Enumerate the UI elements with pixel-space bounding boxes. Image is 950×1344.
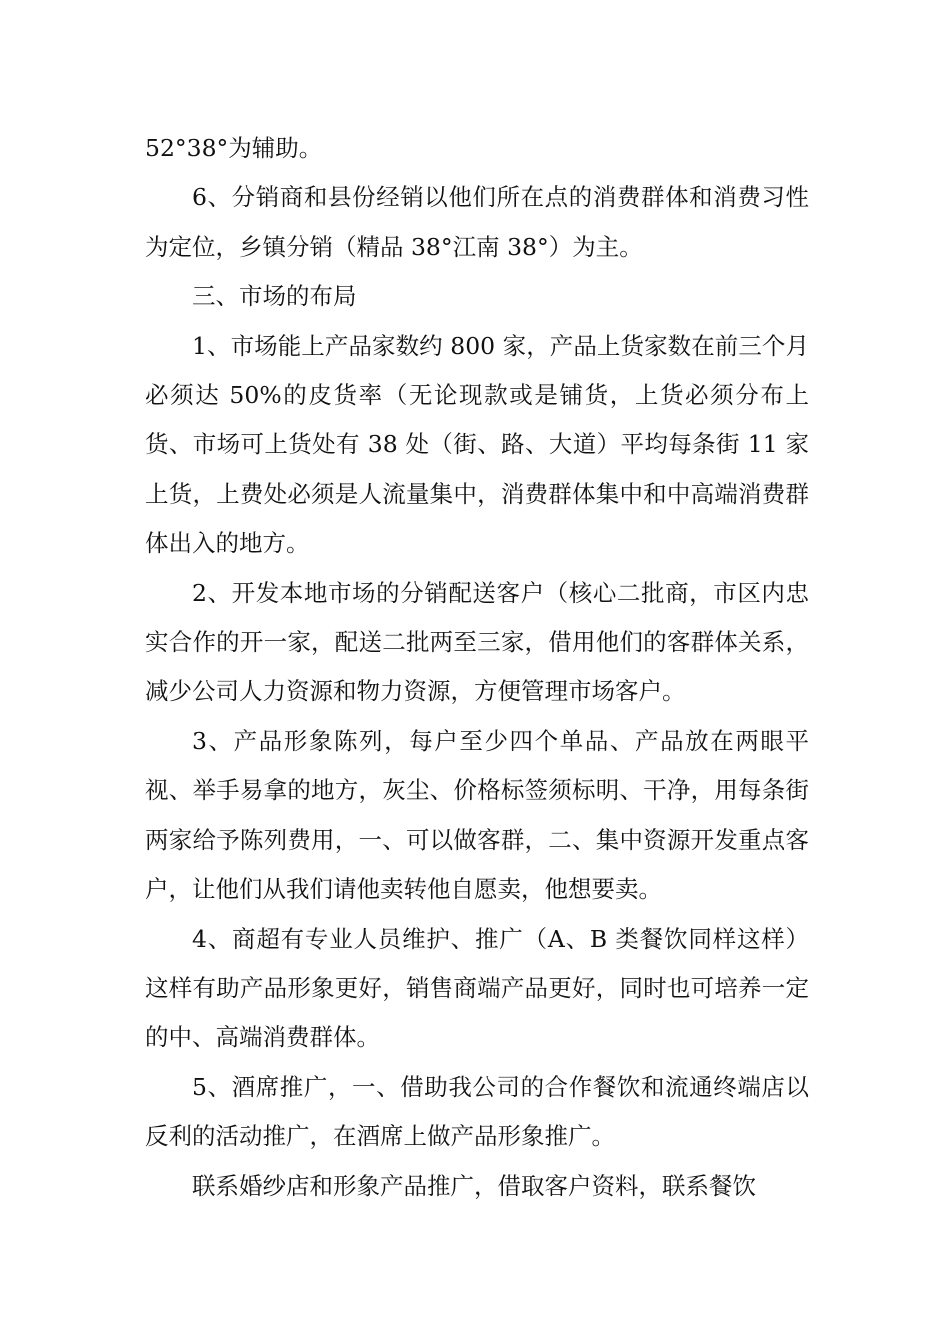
document-body bbox=[145, 124, 809, 1211]
paragraph-item-3: 3、产品形象陈列，每户至少四个单品、产品放在两眼平视、举手易拿的地方，灰尘、价格标签须标明、干净，用每条街两家给予陈列费用，一、可以做客群，二、集中资源开发重点客户，让他们从我们请他卖转他自愿卖，他想要卖。 bbox=[145, 726, 809, 904]
paragraph-item-4: 4、商超有专业人员维护、推广（A、B 类餐饮同样这样）这样有助产品形象更好，销售商端产品更好，同时也可培养一定的中、高端消费群体。 bbox=[145, 924, 809, 1052]
paragraph-item-5: 5、酒席推广，一、借助我公司的合作餐饮和流通终端店以反利的活动推广，在酒席上做产品形象推广。 bbox=[145, 1072, 809, 1151]
paragraph-continuation: 52°38°为辅助。 bbox=[145, 134, 323, 162]
paragraph-item-1: 1、市场能上产品家数约 800 家，产品上货家数在前三个月必须达 50%的皮货率（无论现款或是铺货，上货必须分布上货、市场可上货处有 38 处（街、路、大道）平均每条街 11 家上货，上费处必须是人流量集中，消费群体集中和中高端消费群体出入的地方。 bbox=[145, 331, 809, 558]
section-heading-market-layout: 三、市场的布局 bbox=[192, 282, 357, 311]
paragraph-continued-text: 联系婚纱店和形象产品推广，借取客户资料，联系餐饮 bbox=[192, 1171, 756, 1200]
paragraph-item-2: 2、开发本地市场的分销配送客户（核心二批商，市区内忠实合作的开一家，配送二批两至三家，借用他们的客群体关系，减少公司人力资源和物力资源，方便管理市场客户。 bbox=[145, 578, 809, 706]
paragraph-item-6: 6、分销商和县份经销以他们所在点的消费群体和消费习性为定位，乡镇分销（精品 38°江南 38°）为主。 bbox=[145, 183, 809, 261]
